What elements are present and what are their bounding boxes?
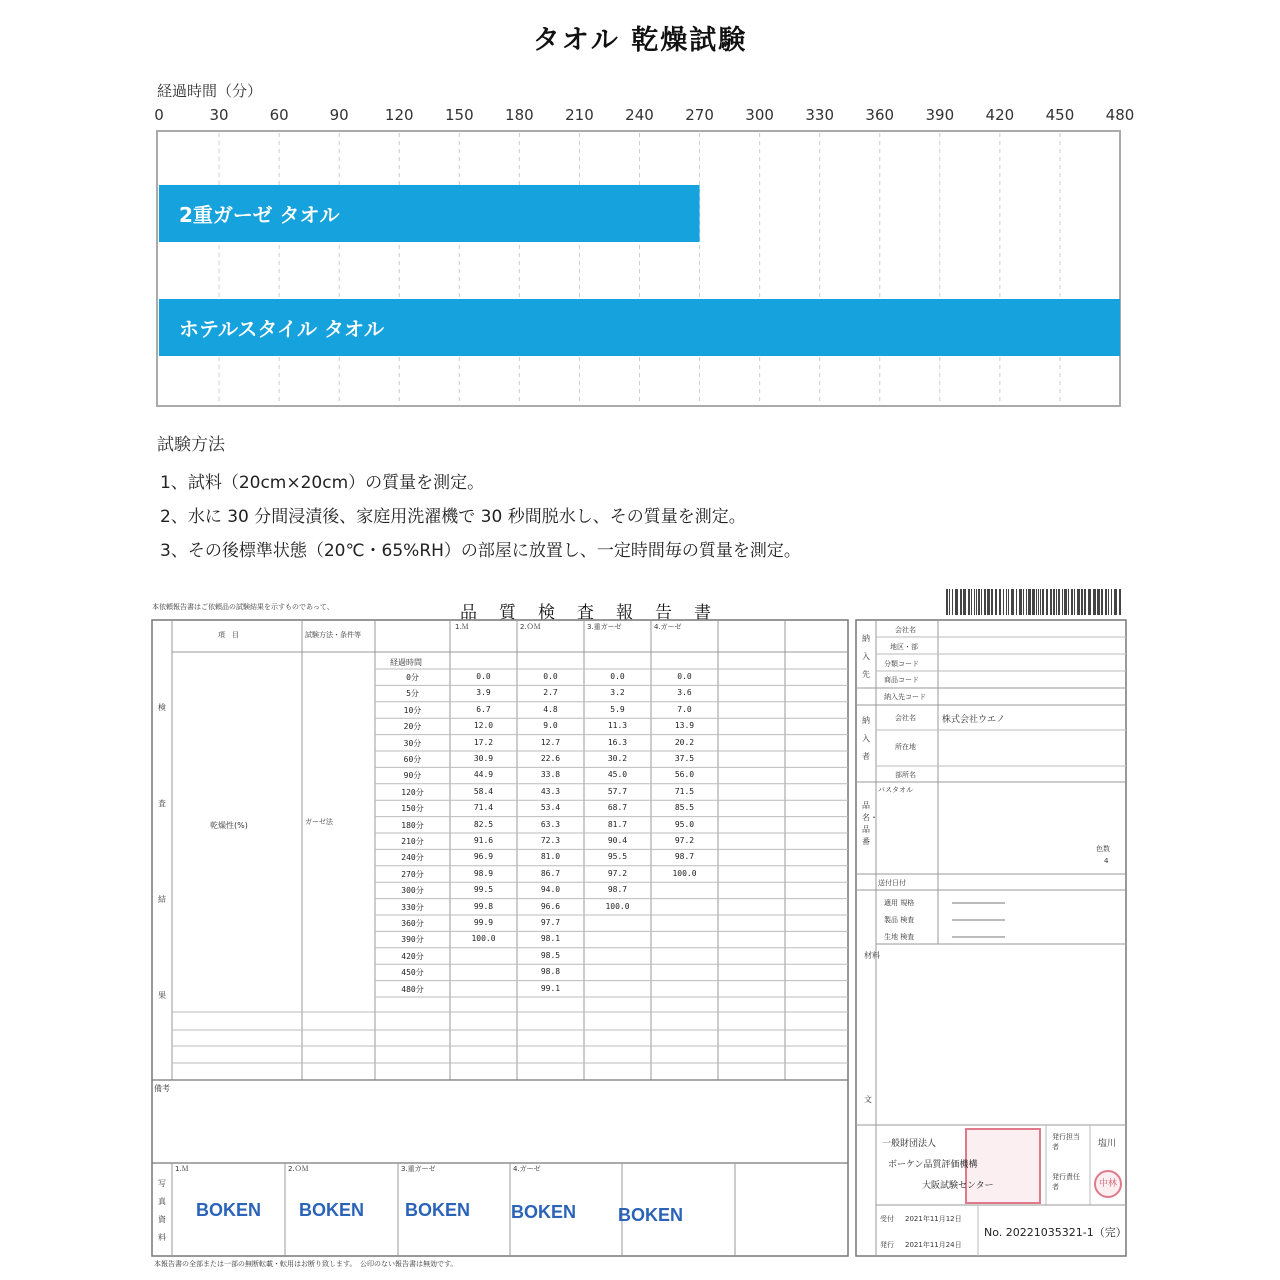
method-label: ガーゼ法 bbox=[305, 818, 333, 826]
client-field-2: 地区・部 bbox=[890, 643, 918, 651]
value-cell: 98.1 bbox=[540, 934, 561, 944]
issued-date: 2021年11月24日 bbox=[905, 1241, 962, 1249]
value-cell: 3.2 bbox=[610, 688, 625, 698]
x-tick-label: 210 bbox=[565, 106, 594, 124]
client-field-1: 会社名 bbox=[895, 626, 916, 634]
received-label: 受付 bbox=[880, 1215, 894, 1223]
x-tick-label: 60 bbox=[269, 106, 289, 124]
col-header-1: 1.Ｍ bbox=[455, 623, 469, 631]
value-cell: 9.0 bbox=[543, 721, 558, 731]
header-method: 試験方法・条件等 bbox=[305, 631, 361, 639]
org-line-3: 大阪試験センター bbox=[922, 1181, 994, 1191]
address-label: 所在地 bbox=[895, 743, 916, 751]
method-step-2: 2、水に 30 分間浸漬後、家庭用洗濯機で 30 秒間脱水し、その質量を測定。 bbox=[160, 507, 746, 527]
value-cell: 4.8 bbox=[543, 704, 558, 714]
item-label: 乾燥性(%) bbox=[210, 821, 248, 830]
x-axis-label: 経過時間（分） bbox=[157, 82, 263, 100]
value-cell: 95.0 bbox=[674, 819, 695, 829]
method-step-3: 3、その後標準状態（20℃・65%RH）の部屋に放置し、一定時間毎の質量を測定。 bbox=[160, 541, 801, 561]
value-cell: 13.9 bbox=[674, 721, 695, 731]
received-date: 2021年11月12日 bbox=[905, 1215, 962, 1223]
time-cell: 210分 bbox=[401, 837, 424, 846]
delivery-date-label: 送付日付 bbox=[878, 879, 906, 887]
value-cell: 11.3 bbox=[607, 721, 628, 731]
value-cell: 17.2 bbox=[473, 737, 494, 747]
bar-label-2: ホテルスタイル タオル bbox=[179, 317, 384, 341]
value-cell: 86.7 bbox=[540, 868, 561, 878]
product-value: バスタオル bbox=[878, 786, 913, 794]
boken-logo-3: BOKEN bbox=[405, 1200, 471, 1220]
left-vertical-label: 検査結果 bbox=[158, 703, 166, 1000]
value-cell: 81.7 bbox=[607, 819, 628, 829]
x-tick-label: 0 bbox=[154, 106, 164, 124]
x-tick-label: 420 bbox=[985, 106, 1015, 124]
value-cell: 57.7 bbox=[607, 786, 628, 796]
value-cell: 0.0 bbox=[543, 672, 558, 681]
page-title: タオル 乾燥試験 bbox=[532, 25, 748, 56]
value-cell: 3.6 bbox=[677, 688, 692, 698]
value-cell: 30.9 bbox=[473, 754, 494, 763]
time-cell: 30分 bbox=[403, 738, 422, 748]
col-header-3: 3.重ガーゼ bbox=[587, 623, 622, 631]
value-cell: 0.0 bbox=[610, 672, 625, 681]
value-cell: 72.3 bbox=[540, 836, 561, 845]
barcode bbox=[946, 589, 1121, 615]
photo-header-4: 4.ガーゼ bbox=[513, 1165, 541, 1173]
material-label: 材料 bbox=[864, 951, 880, 960]
x-tick-label: 30 bbox=[209, 106, 229, 124]
value-cell: 2.7 bbox=[543, 688, 558, 698]
value-cell: 58.4 bbox=[473, 786, 494, 796]
issuer-value: 塩川 bbox=[1098, 1139, 1117, 1149]
time-cell: 5分 bbox=[406, 689, 419, 699]
value-cell: 98.5 bbox=[540, 950, 561, 960]
value-cell: 12.0 bbox=[473, 721, 494, 731]
value-cell: 33.8 bbox=[540, 770, 561, 780]
bottom-note: 本報告書の全部または一部の無断転載・転用はお断り致します。 公印のない報告書は無効です。 bbox=[154, 1260, 458, 1268]
value-cell: 96.6 bbox=[540, 901, 561, 911]
time-cell: 150分 bbox=[401, 804, 424, 814]
value-cell: 0.0 bbox=[476, 672, 491, 681]
material-field-2: 製品 検査 bbox=[884, 916, 915, 924]
value-cell: 95.5 bbox=[607, 852, 628, 862]
value-cell: 100.0 bbox=[605, 901, 630, 911]
x-tick-label: 480 bbox=[1105, 106, 1135, 124]
value-cell: 43.3 bbox=[540, 786, 561, 796]
time-cell: 270分 bbox=[401, 869, 424, 879]
time-cell: 360分 bbox=[401, 919, 424, 928]
value-cell: 3.9 bbox=[476, 688, 491, 698]
value-cell: 98.9 bbox=[473, 868, 494, 878]
value-cell: 53.4 bbox=[540, 803, 561, 813]
time-cell: 240分 bbox=[401, 853, 424, 863]
value-cell: 37.5 bbox=[674, 754, 695, 763]
value-cell: 82.5 bbox=[473, 819, 494, 829]
client-field-5: 納入先コード bbox=[884, 693, 926, 701]
value-cell: 56.0 bbox=[674, 770, 695, 780]
value-cell: 6.7 bbox=[476, 704, 491, 714]
value-cell: 7.0 bbox=[677, 704, 692, 714]
value-cell: 44.9 bbox=[473, 770, 494, 780]
value-cell: 85.5 bbox=[674, 803, 695, 813]
col-header-2: 2.ＯＭ bbox=[520, 623, 541, 631]
time-cell: 420分 bbox=[401, 951, 424, 961]
client-label: 納入先 bbox=[862, 634, 870, 679]
boken-logo-4: BOKEN bbox=[511, 1202, 577, 1222]
value-cell: 100.0 bbox=[672, 868, 697, 878]
time-cell: 390分 bbox=[401, 935, 424, 945]
method-step-1: 1、試料（20cm×20cm）の質量を測定。 bbox=[160, 473, 485, 493]
value-cell: 68.7 bbox=[607, 803, 628, 813]
color-value: 4 bbox=[1104, 857, 1109, 865]
remarks-label: 備考 bbox=[154, 1084, 170, 1093]
value-cell: 63.3 bbox=[540, 819, 561, 829]
value-cell: 99.8 bbox=[473, 901, 494, 911]
x-tick-label: 150 bbox=[444, 106, 474, 124]
dept-label: 部所名 bbox=[895, 771, 916, 779]
x-tick-label: 300 bbox=[745, 106, 774, 124]
col-header-4: 4.ガーゼ bbox=[654, 623, 682, 631]
org-line-1: 一般財団法人 bbox=[882, 1139, 937, 1149]
value-cell: 22.6 bbox=[540, 754, 561, 763]
value-cell: 90.4 bbox=[607, 836, 628, 845]
client-field-4: 商品コード bbox=[884, 676, 919, 684]
color-label: 色数 bbox=[1096, 845, 1110, 853]
header-item: 項 目 bbox=[218, 631, 239, 639]
time-cell: 60分 bbox=[403, 755, 422, 764]
report-title: 品質検査報告書 bbox=[460, 603, 733, 623]
material-field-1: 適用 規格 bbox=[884, 899, 915, 907]
value-cell: 98.7 bbox=[674, 852, 695, 862]
boken-logo-1: BOKEN bbox=[196, 1200, 262, 1220]
value-cell: 97.2 bbox=[674, 836, 695, 845]
value-cell: 81.0 bbox=[540, 852, 561, 862]
seal: 中林 bbox=[1094, 1170, 1122, 1198]
value-cell: 16.3 bbox=[607, 737, 628, 747]
value-cell: 20.2 bbox=[674, 737, 695, 747]
x-tick-label: 330 bbox=[805, 106, 835, 124]
time-cell: 0分 bbox=[406, 673, 419, 682]
x-tick-label: 360 bbox=[865, 106, 895, 124]
time-cell: 450分 bbox=[401, 968, 424, 978]
responsible-label: 発行責任者 bbox=[1052, 1173, 1080, 1191]
photo-header-3: 3.重ガーゼ bbox=[401, 1165, 436, 1173]
time-cell: 480分 bbox=[401, 984, 424, 994]
issuer-label: 発行担当者 bbox=[1052, 1133, 1080, 1151]
delivery-label: 納入者 bbox=[862, 716, 870, 761]
value-cell: 71.4 bbox=[473, 803, 494, 813]
x-tick-label: 90 bbox=[329, 106, 349, 124]
value-cell: 30.2 bbox=[607, 754, 628, 763]
company-label: 会社名 bbox=[895, 714, 916, 722]
value-cell: 99.1 bbox=[540, 983, 561, 993]
time-cell: 10分 bbox=[403, 705, 422, 715]
bar-label-1: 2重ガーゼ タオル bbox=[179, 203, 340, 227]
value-cell: 100.0 bbox=[471, 934, 496, 944]
value-cell: 91.6 bbox=[473, 836, 494, 845]
row-header: 経過時間 bbox=[390, 658, 422, 667]
value-cell: 71.5 bbox=[674, 786, 695, 796]
org-line-2: ボーケン品質評価機構 bbox=[888, 1160, 978, 1170]
report-top-note: 本依頼報告書はご依頼品の試験結果を示すものであって、 bbox=[152, 603, 334, 611]
value-cell: 97.7 bbox=[540, 918, 561, 927]
value-cell: 98.8 bbox=[540, 967, 561, 977]
material-field-3: 生地 検査 bbox=[884, 933, 915, 941]
x-tick-label: 270 bbox=[685, 106, 714, 124]
photo-header-1: 1.Ｍ bbox=[175, 1165, 189, 1173]
time-cell: 180分 bbox=[401, 820, 424, 830]
x-tick-label: 450 bbox=[1045, 106, 1075, 124]
value-cell: 94.0 bbox=[540, 885, 561, 895]
time-cell: 90分 bbox=[403, 771, 422, 781]
value-cell: 99.9 bbox=[473, 918, 494, 927]
value-cell: 0.0 bbox=[677, 672, 692, 681]
method-title: 試験方法 bbox=[157, 435, 225, 455]
x-tick-label: 390 bbox=[925, 106, 955, 124]
value-cell: 12.7 bbox=[540, 737, 561, 747]
value-cell: 99.5 bbox=[473, 885, 494, 895]
value-cell: 45.0 bbox=[607, 770, 628, 780]
time-cell: 20分 bbox=[403, 722, 422, 732]
product-label: 品名・品番 bbox=[862, 801, 878, 846]
time-cell: 330分 bbox=[401, 902, 424, 912]
boken-logo-2: BOKEN bbox=[299, 1200, 365, 1220]
x-tick-label: 240 bbox=[625, 106, 654, 124]
client-field-3: 分類コード bbox=[884, 660, 919, 668]
issued-label: 発行 bbox=[880, 1241, 894, 1249]
remark-vertical: 文 bbox=[864, 1095, 872, 1104]
value-cell: 5.9 bbox=[610, 704, 625, 714]
company-value: 株式会社ウエノ bbox=[942, 715, 1006, 725]
value-cell: 98.7 bbox=[607, 885, 628, 895]
time-cell: 120分 bbox=[401, 787, 424, 797]
time-cell: 300分 bbox=[401, 886, 424, 896]
photo-label: 写真資料 bbox=[158, 1179, 166, 1242]
report-number: No. 20221035321-1（完） bbox=[984, 1226, 1127, 1239]
value-cell: 96.9 bbox=[473, 852, 494, 862]
x-tick-label: 120 bbox=[384, 106, 414, 124]
x-tick-label: 180 bbox=[505, 106, 534, 124]
boken-logo-5: BOKEN bbox=[618, 1205, 684, 1225]
value-cell: 97.2 bbox=[607, 868, 628, 878]
photo-header-2: 2.ＯＭ bbox=[288, 1165, 309, 1173]
